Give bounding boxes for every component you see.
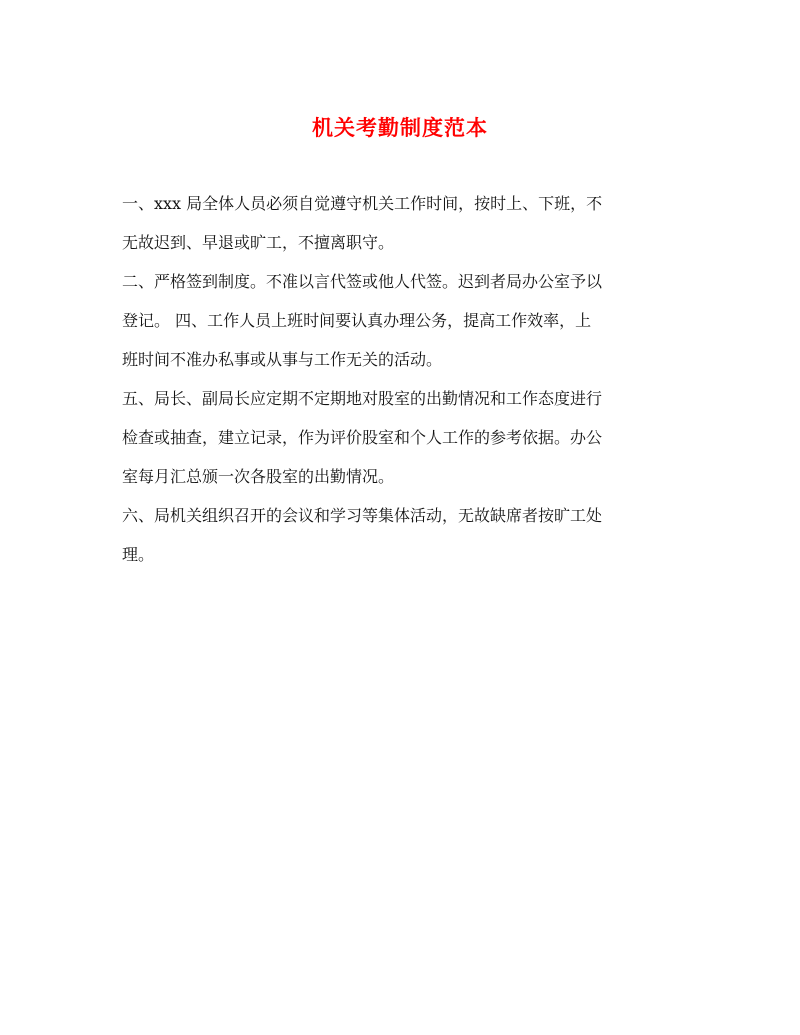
paragraph-line: 五、局长、副局长应定期不定期地对股室的出勤情况和工作态度进行 xyxy=(122,389,603,408)
paragraph-line: 检查或抽查，建立记录，作为评价股室和个人工作的参考依据。办公 xyxy=(122,428,603,447)
paragraph-line: 无故迟到、早退或旷工，不擅离职守。 xyxy=(122,233,395,252)
paragraph-4 xyxy=(122,496,678,574)
paragraph-2 xyxy=(122,262,678,379)
paragraph-line: 六、局机关组织召开的会议和学习等集体活动，无故缺席者按旷工处 xyxy=(122,506,603,525)
paragraph-line: 室每月汇总颁一次各股室的出勤情况。 xyxy=(122,467,395,486)
paragraph-line: 班时间不准办私事或从事与工作无关的活动。 xyxy=(122,350,443,369)
document-title: 机关考勤制度范本 xyxy=(312,115,488,140)
paragraph-1 xyxy=(122,184,678,262)
paragraph-line: 二、严格签到制度。不准以言代签或他人代签。迟到者局办公室予以 xyxy=(122,272,603,291)
document-body xyxy=(122,184,678,574)
paragraph-3 xyxy=(122,379,678,496)
paragraph-line: 一、xxx 局全体人员必须自觉遵守机关工作时间，按时上、下班，不 xyxy=(122,194,603,213)
paragraph-line: 登记。 四、工作人员上班时间要认真办理公务，提高工作效率，上 xyxy=(122,311,592,330)
paragraph-line: 理。 xyxy=(122,545,155,564)
